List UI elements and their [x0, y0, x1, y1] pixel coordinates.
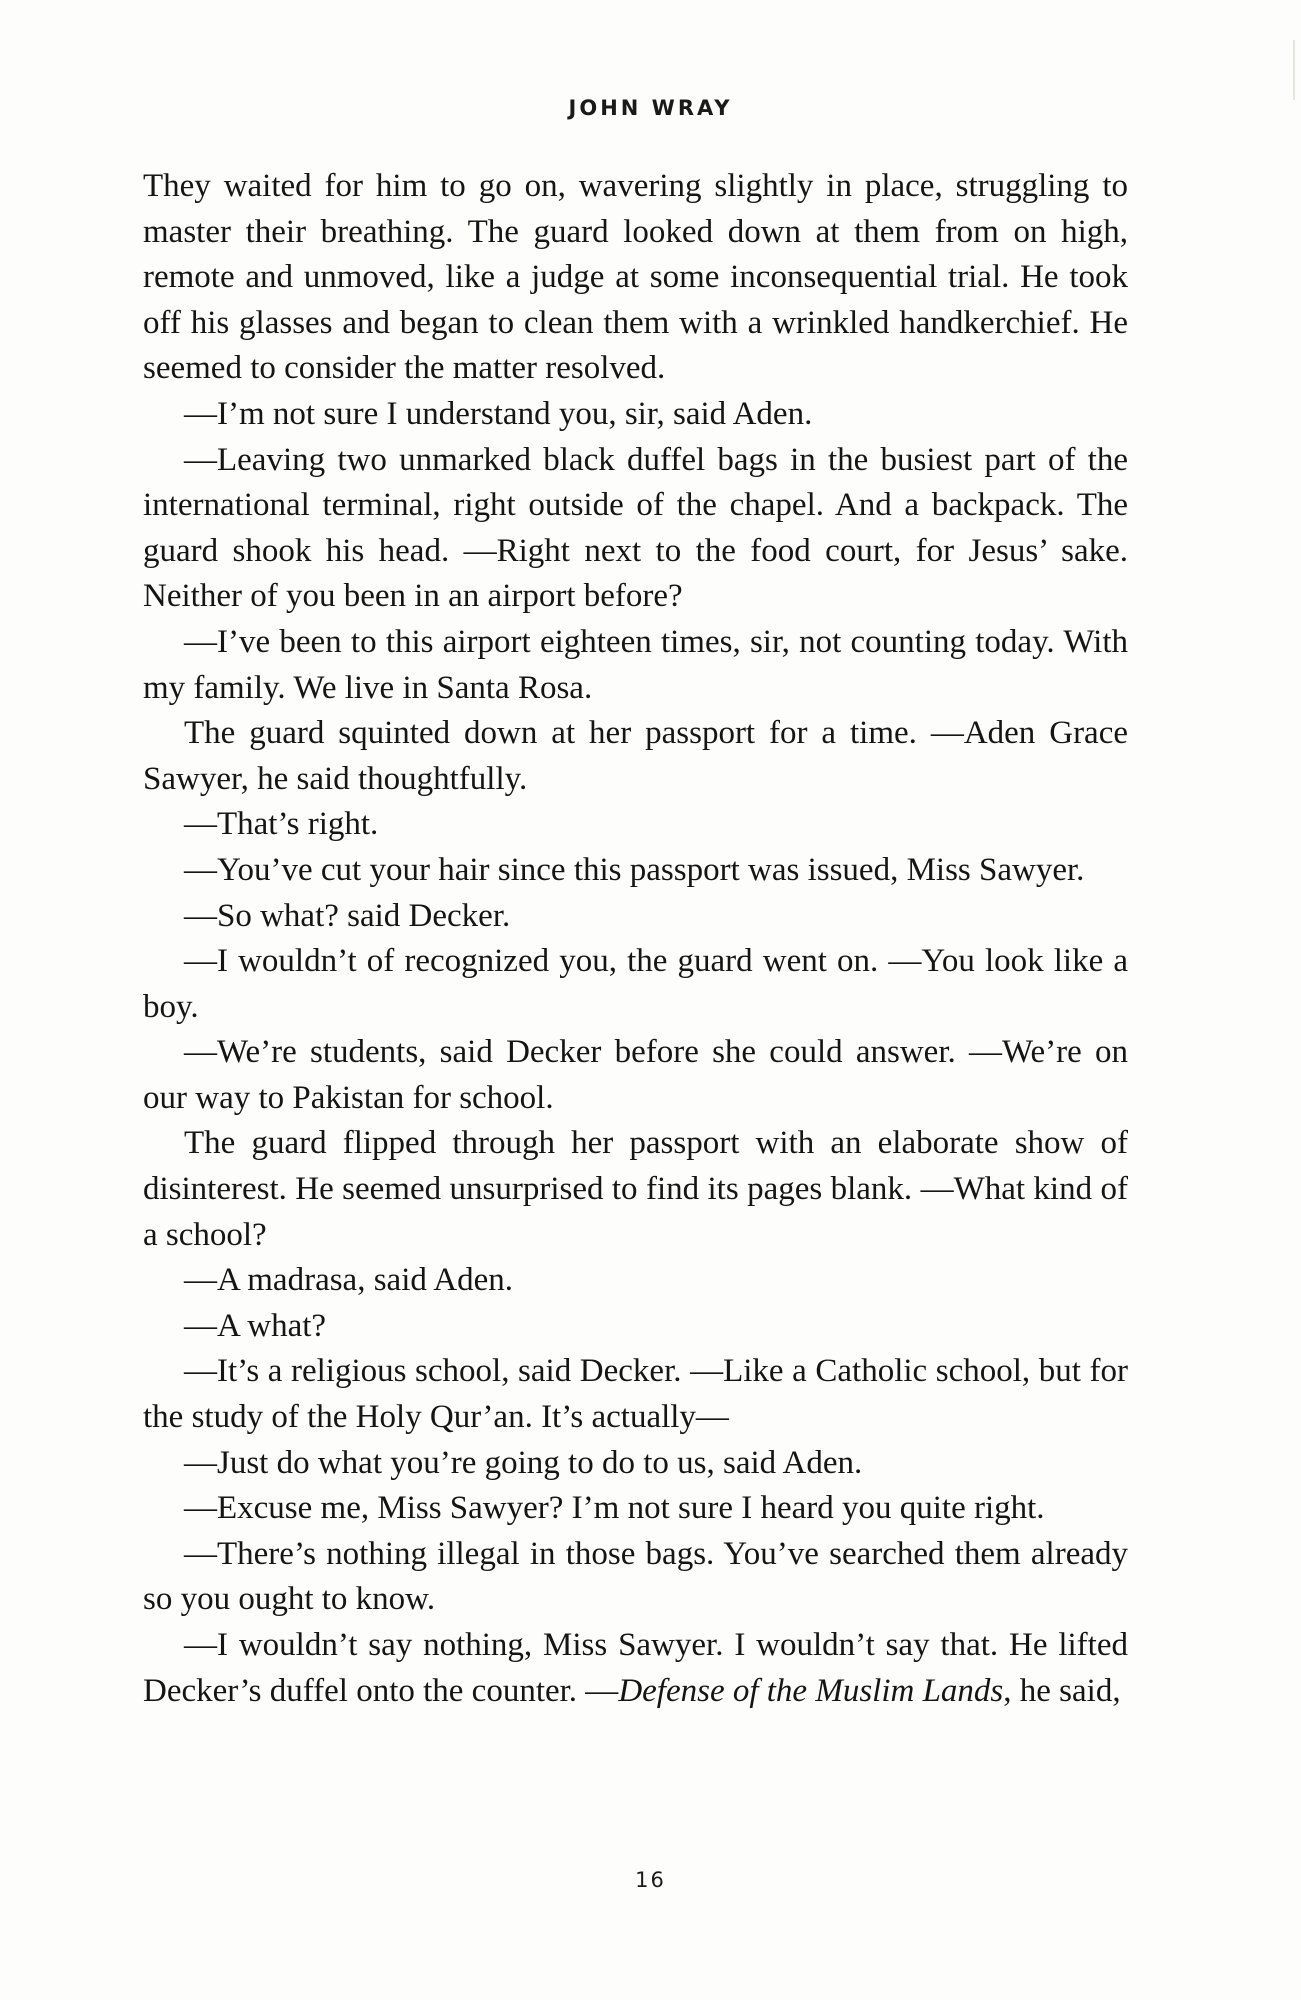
- body-text: [143, 164, 1128, 1714]
- paragraph: The guard flipped through her passport with an elaborate show of disinterest. He seemed unsurprised to find its pages blank. —What kind of a school?: [143, 1125, 1128, 1253]
- paragraph: —Leaving two unmarked black duffel bags in the busiest part of the international terminal, right outside of the chapel. And a backpack. The guard shook his head. —Right next to the food court, for Jesus’ sake. Neither of you been in an airport before?: [143, 441, 1128, 615]
- paragraph-last: [143, 1623, 1128, 1714]
- paragraph: —A madrasa, said Aden.: [184, 1262, 514, 1299]
- paragraph: —There’s nothing illegal in those bags. You’ve searched them already so you ought to know.: [143, 1535, 1128, 1618]
- paragraph: They waited for him to go on, wavering slightly in place, struggling to master their breathing. The guard looked down at them from on high, remote and unmoved, like a judge at some inconsequential trial. He took off his glasses and began to clean them with a wrinkled handkerchief. He seemed to consider the matter resolved.: [143, 168, 1128, 387]
- paragraph: —So what? said Decker.: [184, 897, 511, 934]
- page-edge-mark: [1293, 40, 1295, 100]
- page-number: 16: [635, 1868, 666, 1892]
- paragraph: —It’s a religious school, said Decker. —Like a Catholic school, but for the study of the Holy Qur’an. It’s actually—: [143, 1353, 1128, 1436]
- paragraph: The guard squinted down at her passport for a time. —Aden Grace Sawyer, he said thoughtfully.: [143, 715, 1128, 797]
- paragraph: —I’ve been to this airport eighteen times, sir, not counting today. With my family. We live in Santa Rosa.: [143, 623, 1128, 706]
- paragraph: —We’re students, said Decker before she could answer. —We’re on our way to Pakistan for school.: [143, 1034, 1128, 1116]
- paragraph: —You’ve cut your hair since this passport was issued, Miss Sawyer.: [184, 851, 1085, 888]
- paragraph: —Just do what you’re going to do to us, said Aden.: [184, 1444, 863, 1481]
- paragraph: —I’m not sure I understand you, sir, said Aden.: [184, 395, 813, 432]
- paragraph: —A what?: [184, 1307, 327, 1344]
- text-run: , he said,: [1003, 1672, 1121, 1709]
- paragraph: —Excuse me, Miss Sawyer? I’m not sure I heard you quite right.: [184, 1490, 1045, 1527]
- paragraph: —That’s right.: [184, 806, 379, 843]
- paragraph: —I wouldn’t of recognized you, the guard went on. —You look like a boy.: [143, 943, 1128, 1025]
- running-head: JOHN WRAY: [568, 96, 733, 120]
- text-run: —I wouldn’t say nothing, Miss Sawyer. I wouldn’t say that. He lifted Decker’s duffel onto the counter. —: [143, 1627, 1128, 1709]
- book-title-italic: Defense of the Muslim Lands: [618, 1672, 1004, 1709]
